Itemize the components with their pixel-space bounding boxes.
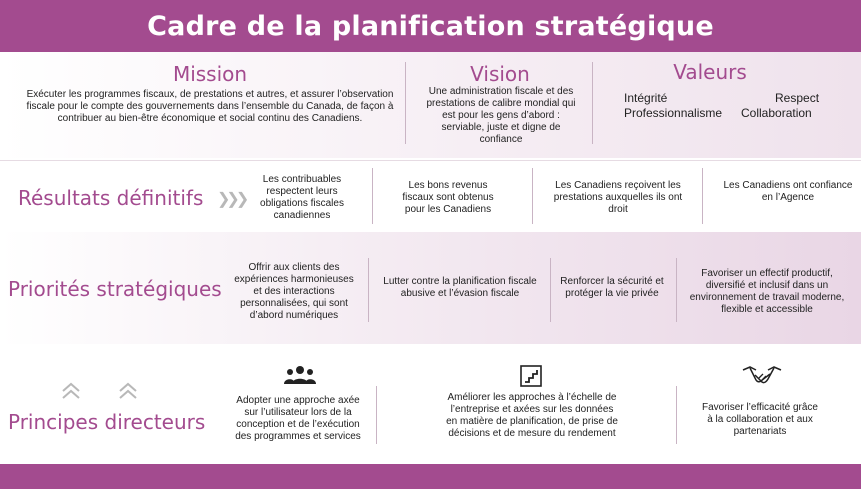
- result-item: Les Canadiens reçoivent les prestations auxquelles ils ont droit: [553, 180, 683, 215]
- separator: [592, 62, 593, 144]
- page-title: Cadre de la planification stratégique: [147, 10, 714, 42]
- separator: [376, 386, 377, 444]
- results-title: Résultats définitifs: [18, 186, 204, 210]
- principle-item: Favoriser l’efficacité grâce à la collaboration et aux partenariats: [702, 402, 818, 437]
- chevron-right-icon: ❯❯❯: [217, 191, 246, 208]
- separator: [676, 258, 677, 322]
- double-chevron-up-icon: [60, 380, 82, 402]
- vision-title: Vision: [470, 62, 530, 86]
- separator: [372, 168, 373, 224]
- result-item: Les Canadiens ont confiance en l’Agence: [723, 180, 853, 203]
- priority-item: Renforcer la sécurité et protéger la vie privée: [560, 276, 664, 299]
- separator: [368, 258, 369, 322]
- separator: [405, 62, 406, 144]
- value-item: Intégrité: [624, 91, 668, 105]
- separator: [532, 168, 533, 224]
- principle-item: Adopter une approche axée sur l’utilisateur lors de la conception et de l’exécution des programmes et services: [235, 395, 361, 442]
- growth-chart-icon: [520, 365, 544, 387]
- values-title: Valeurs: [673, 60, 747, 84]
- footer-bar: [0, 464, 861, 489]
- separator: [702, 168, 703, 224]
- separator: [550, 258, 551, 322]
- result-item: Les contribuables respectent leurs obligations fiscales canadiennes: [260, 174, 344, 221]
- result-item: Les bons revenus fiscaux sont obtenus pour les Canadiens: [402, 180, 494, 215]
- mission-title: Mission: [172, 62, 248, 86]
- priority-item: Favoriser un effectif productif, diversifié et inclusif dans un environnement de travail moderne, flexible et accessible: [689, 268, 845, 315]
- handshake-icon: [742, 364, 782, 388]
- priority-item: Lutter contre la planification fiscale abusive et l’évasion fiscale: [383, 276, 537, 299]
- value-item: Collaboration: [741, 106, 812, 120]
- principles-title: Principes directeurs: [8, 410, 206, 434]
- vision-text: Une administration fiscale et des prestations de calibre mondial qui est pour les gens d’abord : serviable, juste et digne de confiance: [426, 86, 576, 145]
- double-chevron-up-icon: [117, 380, 139, 402]
- mission-text: Exécuter les programmes fiscaux, de prestations et autres, et assurer l’observation fiscale pour le compte des gouvernements dans l’ensemble du Canada, de façon à contribuer au bien-être économique et social continu des Canadiens.: [26, 89, 394, 124]
- value-item: Respect: [775, 91, 820, 105]
- principle-item: Améliorer les approches à l’échelle de l’entreprise et axées sur les données en matière de planification, de prise de décisions et de mesure du rendement: [446, 392, 618, 439]
- value-item: Professionnalisme: [624, 106, 723, 120]
- separator: [676, 386, 677, 444]
- header-bar: [0, 0, 861, 52]
- priorities-title: Priorités stratégiques: [8, 277, 222, 301]
- priority-item: Offrir aux clients des expériences harmonieuses et des interactions personnalisées, qui sont d’abord numériques: [234, 262, 354, 321]
- people-group-icon: [283, 364, 317, 386]
